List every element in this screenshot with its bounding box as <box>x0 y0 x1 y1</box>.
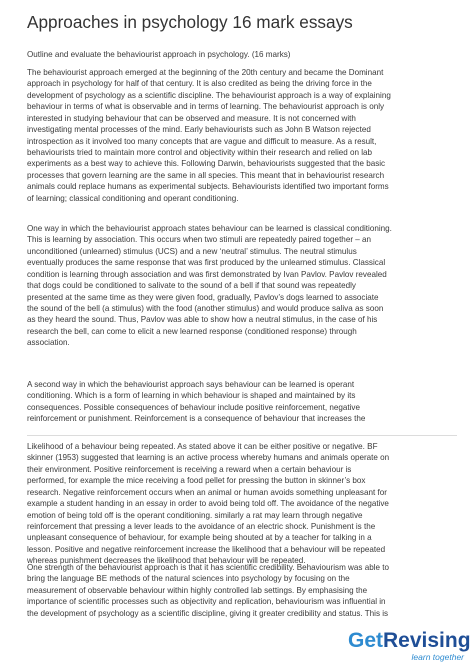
text-line: research. Negative reinforcement occurs when an animal or human avoids something unpleasant for <box>27 487 387 497</box>
logo-tagline: learn together <box>411 652 464 662</box>
text-line: reinforcement that pressing a lever leads to the avoidance of an electric shock. Punishment is the <box>27 521 376 531</box>
text-line: unconditioned (unlearned) stimulus (UCS) and a new ‘neutral’ stimulus. The neutral stimulus <box>27 246 357 256</box>
paragraph-operant-conditioning <box>27 379 455 425</box>
logo-word-get: Get <box>348 629 384 652</box>
text-line: reinforcement or punishment. Reinforcement is a consequence of behaviour that increases the <box>27 414 366 424</box>
text-line: emotion of being told off is the operant conditioning. similarly a rat may learn through negative <box>27 510 363 520</box>
text-line: investigating mental processes of the mind. Early behaviourists such as John B Watson rejected <box>27 125 371 135</box>
page-title: Approaches in psychology 16 mark essays <box>27 12 353 32</box>
text-line: performed, for example the mice receiving a food pellet for pressing the button in skinner’s box <box>27 476 366 486</box>
text-line: lesson. Positive and negative reinforcement increase the likelihood that a behaviour will be repeated <box>27 544 386 554</box>
text-line: development of psychology as a scientific discipline. The behaviourist approach is a way of explaining <box>27 90 391 100</box>
paragraph-reinforcement <box>27 441 455 567</box>
text-line: processes that govern learning are the same in all species. This meant that in behaviourist research <box>27 170 385 180</box>
getrevising-logo <box>348 629 471 666</box>
text-line: unpleasant consequence of behaviour, for example being shouted at by a teacher for talking in a <box>27 533 372 543</box>
text-line: that dogs could be conditioned to salivate to the sound of a bell if that sound was repeatedly <box>27 281 356 291</box>
text-line: behaviour in terms of what is observable and in terms of learning. The behaviourist approach is only <box>27 102 385 112</box>
paragraph-classical-conditioning <box>27 223 455 349</box>
text-line: This is learning by association. This occurs when two stimuli are repeatedly paired together – an <box>27 235 372 245</box>
text-line: as they heard the sound. Thus, Pavlov was able to show how a neutral stimulus, in the case of his <box>27 315 378 325</box>
text-line: example a student handing in an essay in order to avoid being told off. The avoidance of the negative <box>27 499 389 509</box>
text-line: A second way in which the behaviourist approach says behaviour can be learned is operant <box>27 380 355 389</box>
text-line: skinner (1953) suggested that learning is an active process whereby humans and animals operate on <box>27 453 390 463</box>
text-line: One strength of the behaviourist approach is that it has scientific credibility. Behaviourism was able to <box>27 563 390 572</box>
logo-word-revising: Revising <box>383 629 471 652</box>
essay-question: Outline and evaluate the behaviourist approach in psychology. (16 marks) <box>27 50 291 59</box>
text-line: introspection as it involved too many concepts that are vague and difficult to measure. As a result, <box>27 136 377 146</box>
paragraph-scientific-credibility <box>27 562 455 619</box>
text-line: animals could replace humans as experimental subjects. Behaviourists identified two important forms <box>27 182 389 192</box>
text-line: behaviourists tried to maintain more control and objectivity within their research and relied on lab <box>27 147 373 157</box>
paragraph-introduction <box>27 67 455 204</box>
text-line: their environment. Positive reinforcement is receiving a reward when a certain behaviour is <box>27 464 352 474</box>
text-line: interested in studying behaviour that can be observed and measure. It is not concerned with <box>27 113 356 123</box>
text-line: The behaviourist approach emerged at the beginning of the 20th century and became the Dominant <box>27 68 384 77</box>
text-line: Likelihood of a behaviour being repeated. As stated above it can be either positive or negative. BF <box>27 442 378 451</box>
text-line: condition is learning through association and was first demonstrated by Ivan Pavlov. Pavlov revealed <box>27 269 387 279</box>
text-line: One way in which the behaviourist approach states behaviour can be learned is classical conditioning. <box>27 224 392 233</box>
text-line: eventually produces the same response that was first produced by the unlearned stimulus. Classical <box>27 258 386 268</box>
page-break-divider <box>27 435 457 436</box>
text-line: research the bell, can come to elicit a new learned response (conditioned response) through <box>27 326 357 336</box>
text-line: the development of psychology as a scientific discipline, giving it greater credibility and status. This is <box>27 608 389 618</box>
text-line: consequences. Possible consequences of behaviour include positive reinforcement, negative <box>27 402 360 412</box>
text-line: experiments as a best way to achieve this. Following Darwin, behaviourists suggested that the basic <box>27 159 386 169</box>
text-line: importance of scientific processes such as objectivity and replication, behaviourism was influential in <box>27 597 386 607</box>
text-line: of learning; classical conditioning and operant conditioning. <box>27 193 239 203</box>
text-line: measurement of observable behaviour within highly controlled lab settings. By emphasising the <box>27 585 368 595</box>
text-line: the sound of the bell (a stimulus) with the food (another stimulus) and would produce saliva as soon <box>27 303 384 313</box>
text-line: bring the language BE methods of the natural sciences into psychology by focusing on the <box>27 574 350 584</box>
text-line: conditioning. Which is a form of learning in which behaviour is shaped and maintained by its <box>27 391 356 401</box>
text-line: whereas punishment decreases the likelihood that behaviour will be repeated. <box>27 556 306 566</box>
text-line: approach in psychology for half of that century. It is also credited as being the driving force in the <box>27 79 372 89</box>
text-line: association. <box>27 338 70 348</box>
text-line: presented at the same time as they were given food, gradually, Pavlov’s dogs learned to associate <box>27 292 379 302</box>
